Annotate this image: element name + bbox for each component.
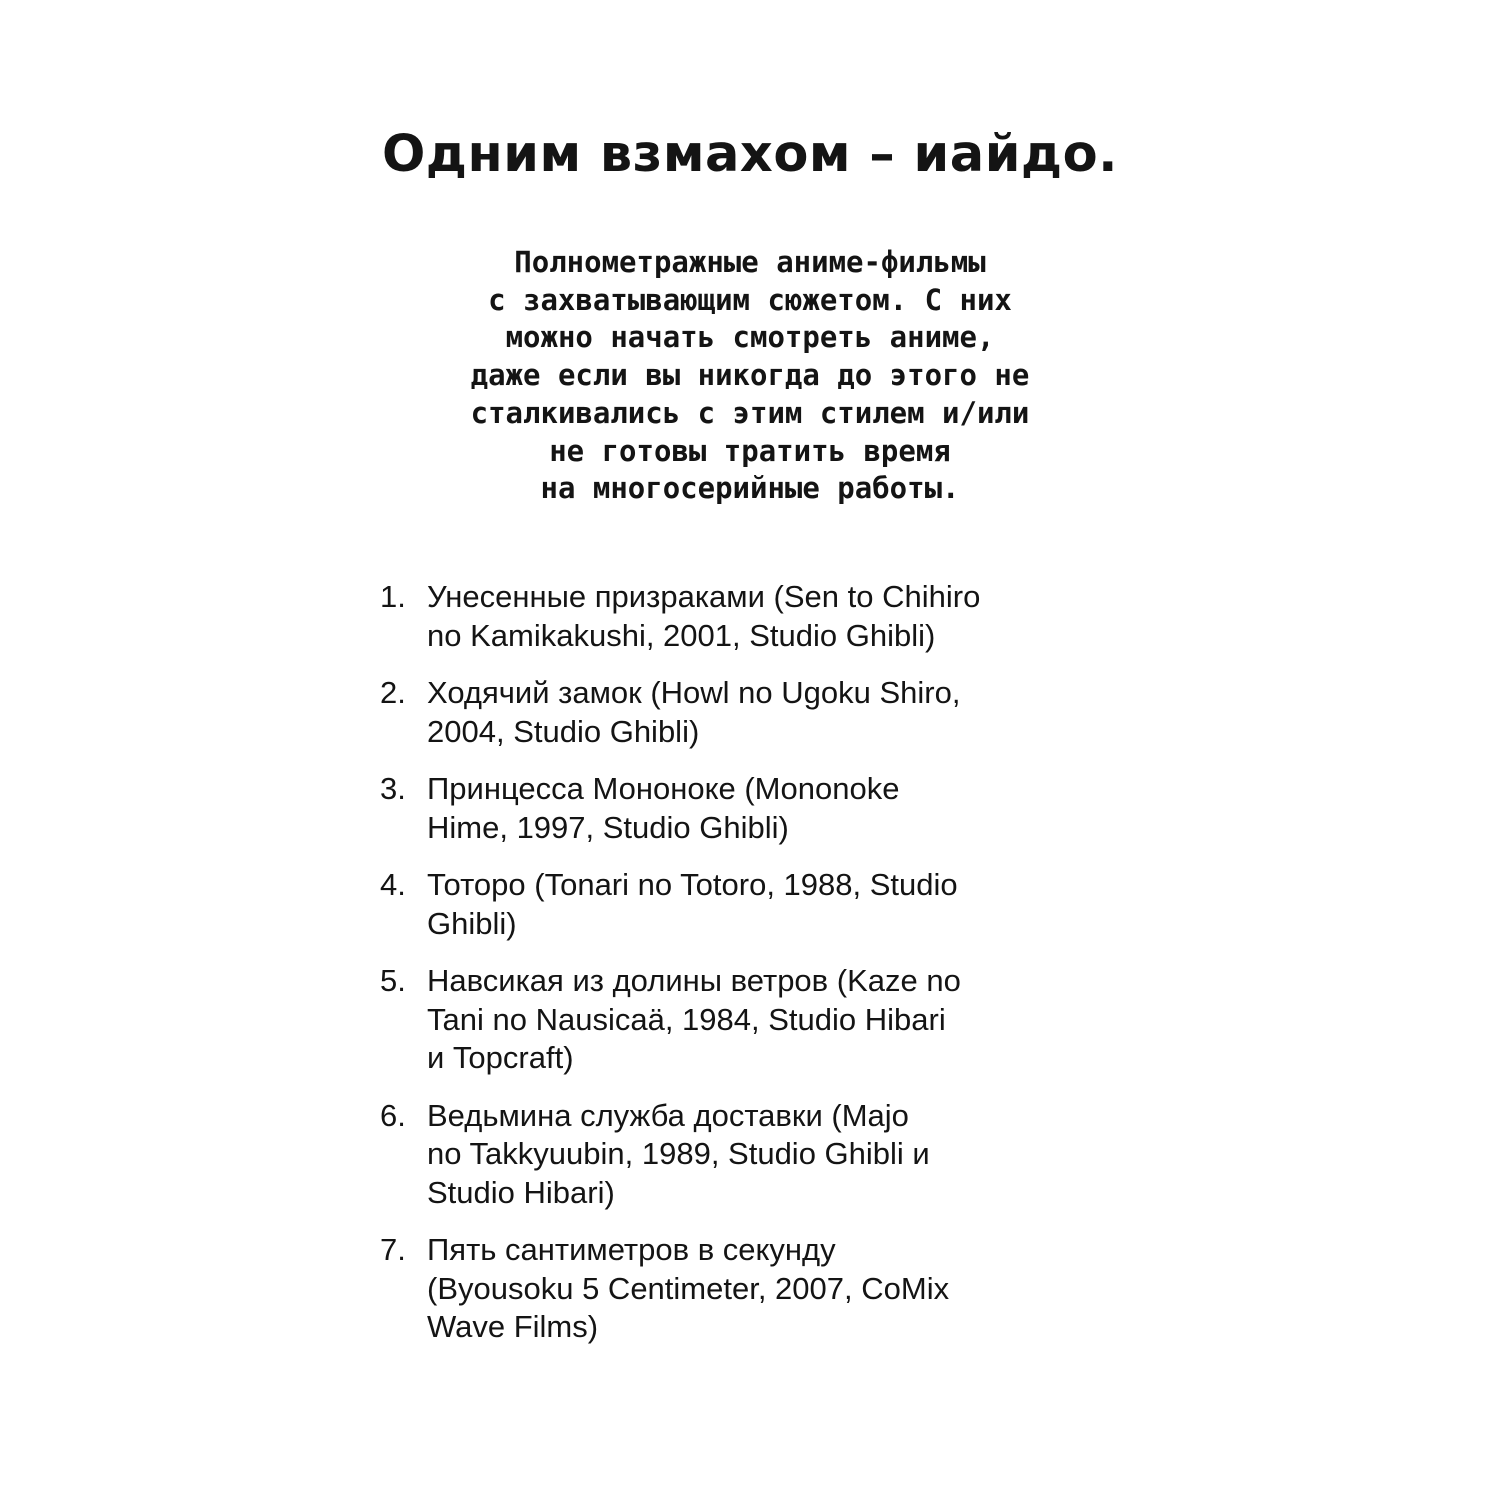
film-line: и Topcraft) [427, 1040, 574, 1075]
film-line: Ведьмина служба доставки (Majo [427, 1097, 909, 1133]
film-text [427, 962, 1120, 1078]
film-text [427, 578, 1120, 655]
film-item-2 [380, 674, 1120, 751]
film-text [427, 866, 1120, 943]
film-number: 5. [380, 963, 406, 998]
intro-paragraph [0, 244, 1500, 508]
film-item-6 [380, 1097, 1120, 1213]
film-line: no Kamikakushi, 2001, Studio Ghibli) [427, 617, 936, 653]
film-line: Унесенные призраками (Sen to Chihiro [427, 579, 981, 614]
film-line: 2004, Studio Ghibli) [427, 713, 700, 749]
film-item-4 [380, 866, 1120, 943]
film-line: Hime, 1997, Studio Ghibli) [427, 809, 789, 845]
film-item-3 [380, 770, 1120, 847]
film-line: Tani no Nausicaä, 1984, Studio Hibari [427, 1001, 946, 1037]
film-number: 1. [380, 579, 406, 614]
intro-line: на многосерийные работы. [540, 471, 960, 506]
film-text [427, 674, 1120, 751]
film-line: Wave Films) [427, 1309, 599, 1344]
film-number: 2. [380, 675, 406, 710]
film-item-7 [380, 1231, 1120, 1347]
film-line: Ghibli) [427, 905, 517, 941]
film-number: 7. [380, 1232, 406, 1267]
intro-line: Полнометражные аниме-фильмы [514, 245, 986, 279]
film-line: Тоторо (Tonari no Totoro, 1988, Studio [427, 867, 958, 902]
film-number: 3. [380, 771, 406, 806]
film-item-5 [380, 962, 1120, 1078]
film-text [427, 1231, 1120, 1347]
film-text [427, 770, 1120, 847]
film-number: 6. [380, 1097, 406, 1133]
film-item-1 [380, 578, 1120, 655]
film-line: (Byousoku 5 Centimeter, 2007, CoMix [427, 1270, 950, 1306]
film-text [427, 1097, 1120, 1213]
intro-line: можно начать смотреть аниме, [505, 320, 995, 355]
intro-line: не готовы тратить время [549, 433, 951, 468]
intro-line: сталкивались с этим стилем и/или [470, 395, 1030, 430]
intro-line: с захватывающим сюжетом. С них [488, 282, 1012, 317]
film-line: Ходячий замок (Howl no Ugoku Shiro, [427, 675, 961, 710]
film-line: Принцесса Мононоке (Mononoke [427, 771, 900, 806]
film-list [380, 578, 1120, 1366]
intro-line: даже если вы никогда до этого не [470, 358, 1030, 393]
film-line: no Takkyuubin, 1989, Studio Ghibli и [427, 1136, 930, 1171]
page-title: Одним взмахом – иайдо. [381, 125, 1119, 184]
film-line: Навсикая из долины ветров (Kaze no [427, 963, 961, 998]
film-line: Пять сантиметров в секунду [427, 1232, 836, 1267]
film-number: 4. [380, 867, 406, 902]
film-line: Studio Hibari) [427, 1174, 615, 1210]
